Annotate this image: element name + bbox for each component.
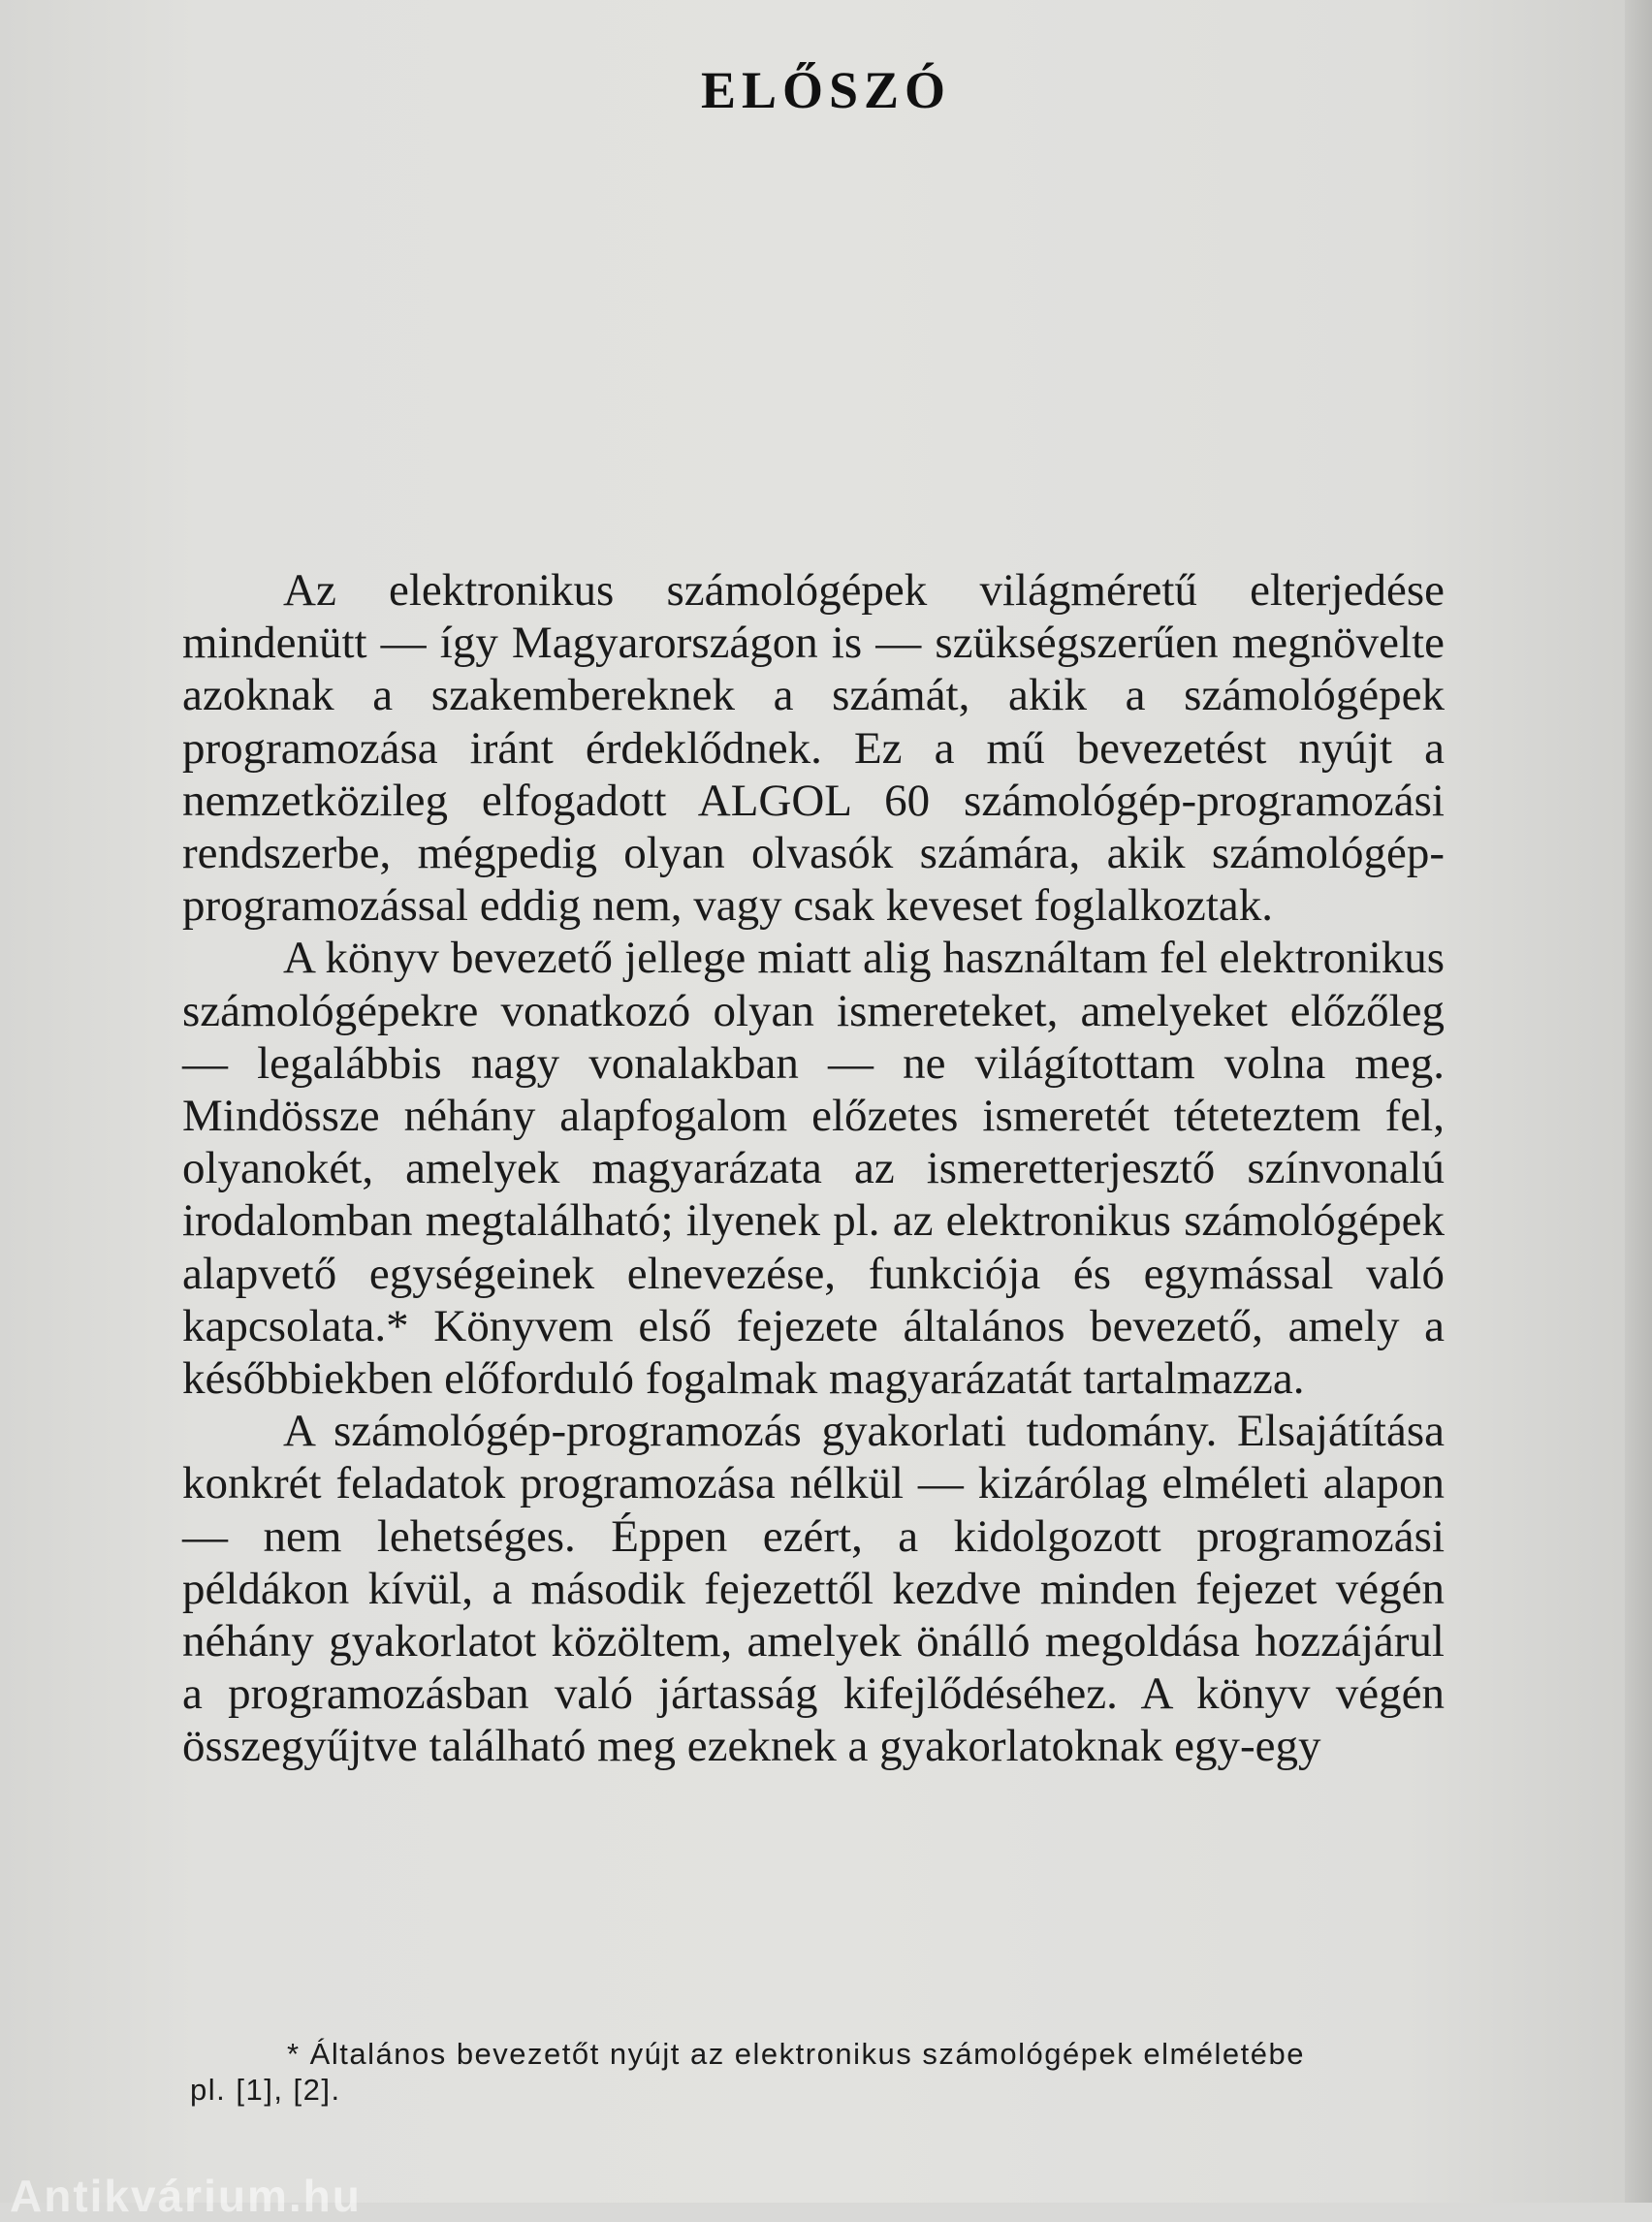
footnote-line-2: pl. [1], [2]. xyxy=(190,2073,341,2107)
paragraph-2: A könyv bevezető jellege miatt alig használtam fel elektronikus számológépekre vonatkozó olyan ismereteket, amelyeket előzőleg — legalábbis nagy vonalakban — ne világítottam volna meg. Mindössze néhány alapfogalom előzetes ismeretét téteteztem fel, olyanokét, amelyek magyarázata az ismeretterjesztő színvonalú irodalomban megtalálható; ilyenek pl. az elektronikus számológépek alapvető egységeinek elnevezése, funkciója és egymással való kapcsolata.* Könyvem első fejezete általános bevezető, amely a későbbiekben előforduló fogalmak magyarázatát tartalmazza. xyxy=(182,933,1445,1405)
page-edge xyxy=(1625,0,1652,2203)
body-text xyxy=(182,564,1445,1773)
paragraph-1: Az elektronikus számológépek világméretű elterjedése mindenütt — így Magyarországon is — szükségszerűen megnövelte azoknak a szakembereknek a számát, akik a számológépek programozása iránt érdeklődnek. Ez a mű bevezetést nyújt a nemzetközileg elfogadott ALGOL 60 számológép-programozási rendszerbe, mégpedig olyan olvasók számára, akik számológép-programozással eddig nem, vagy csak keveset foglalkoztak. xyxy=(182,565,1445,932)
paragraph-3: A számológép-programozás gyakorlati tudomány. Elsajátítása konkrét feladatok programozása nélkül — kizárólag elméleti alapon — nem lehetséges. Éppen ezért, a kidolgozott programozási példákon kívül, a második fejezettől kezdve minden fejezet végén néhány gyakorlatot közöltem, amelyek önálló megoldása hozzájárul a programozásban való jártasság kifejlődéséhez. A könyv végén összegyűjtve található meg ezeknek a gyakorlatoknak egy-egy xyxy=(182,1406,1445,1772)
page-title: ELŐSZÓ xyxy=(700,61,952,119)
footnote-line-1: * Általános bevezetőt nyújt az elektronikus számológépek elméletébe xyxy=(287,2037,1305,2071)
footnote xyxy=(190,2036,1450,2108)
watermark: Antikvárium.hu xyxy=(10,2171,362,2221)
